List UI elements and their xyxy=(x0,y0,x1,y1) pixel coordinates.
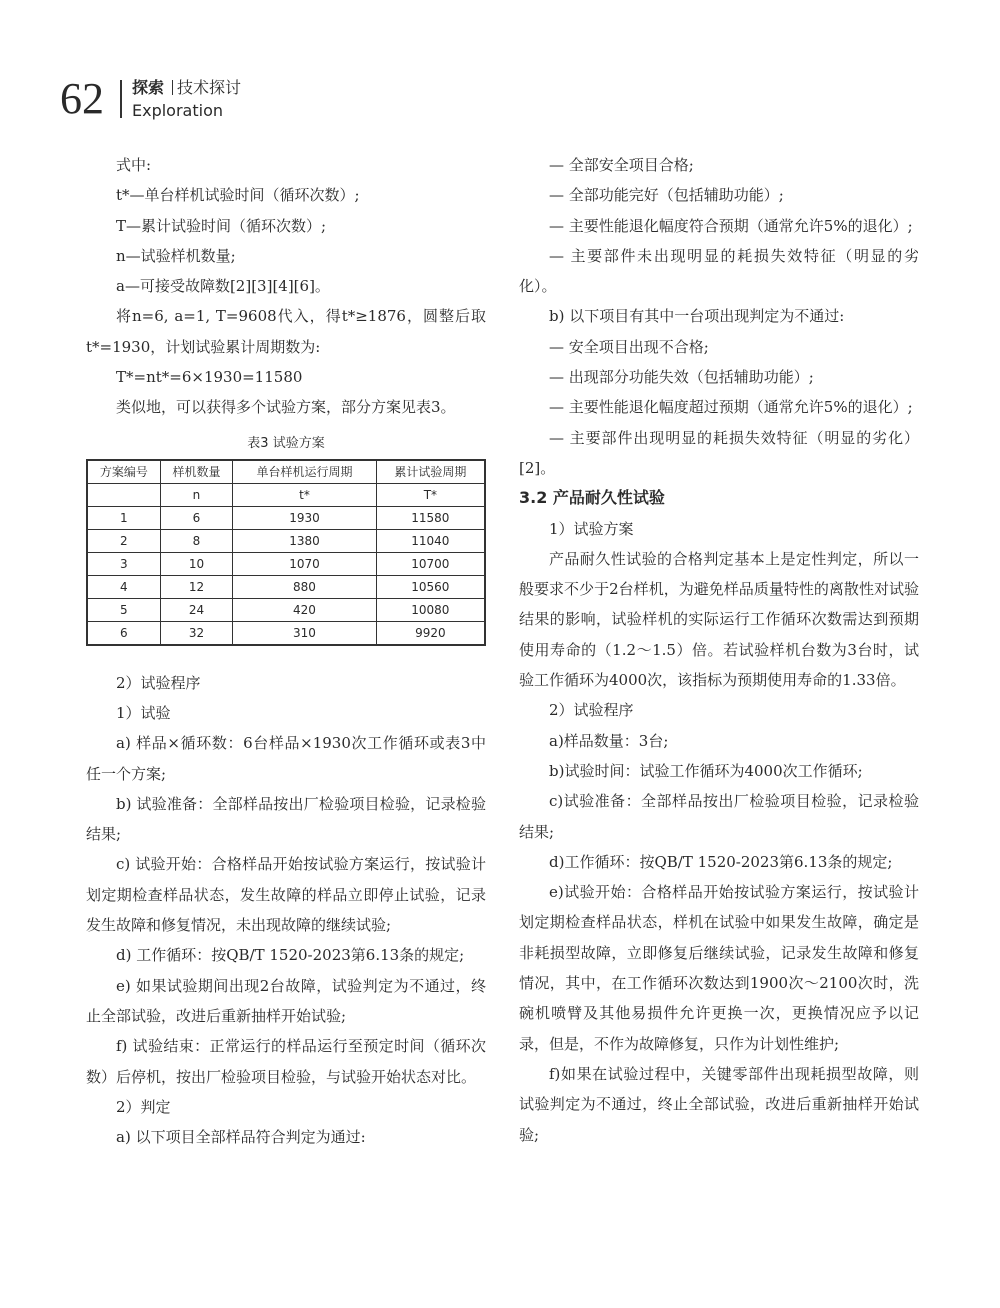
page-number: 62 xyxy=(60,74,104,123)
table-subheader-row xyxy=(87,483,485,506)
table-cell: 10080 xyxy=(376,598,485,621)
table-cell: 8 xyxy=(160,529,233,552)
table-cell: 1930 xyxy=(233,506,377,529)
table-cell: 2 xyxy=(87,529,160,552)
section-english: Exploration xyxy=(132,101,223,120)
subheader-cell: T* xyxy=(376,483,485,506)
paragraph: 2）试验程序 xyxy=(116,673,201,692)
paragraph: d) 工作循环：按QB/T 1520-2023第6.13条的规定; xyxy=(116,946,465,965)
left-column xyxy=(86,150,486,1152)
paragraph: — 主要部件未出现明显的耗损失效特征（明显的劣化）。 xyxy=(519,246,919,296)
table-row xyxy=(87,529,485,552)
paragraph: f) 试验结束：正常运行的样品运行至预定时间（循环次数）后停机，按出厂检验项目检验，与试验开始状态对比。 xyxy=(86,1037,486,1086)
table-cell: 1 xyxy=(87,506,160,529)
header-cell: 方案编号 xyxy=(87,460,160,484)
paragraph: 2）试验程序 xyxy=(549,701,634,720)
table-row xyxy=(87,598,485,621)
paragraph: 产品耐久性试验的合格判定基本上是定性判定，所以一般要求不少于2台样机，为避免样品质量特性的离散性对试验结果的影响，试验样机的实际运行工作循环次数需达到预期使用寿命的（1.2～1.5）倍。若试验样机台数为3台时，试验工作循环为4000次，该指标为预期使用寿命的1.33倍。 xyxy=(519,549,919,690)
table-cell: 24 xyxy=(160,598,233,621)
paragraph: e) 如果试验期间出现2台故障，试验判定为不通过，终止全部试验，改进后重新抽样开始试验; xyxy=(86,976,486,1025)
subheader-cell: n xyxy=(160,483,233,506)
paragraph: — 安全项目出现不合格; xyxy=(549,337,709,356)
table-cell: 6 xyxy=(87,621,160,645)
test-plan-table xyxy=(86,459,486,646)
table-row xyxy=(87,552,485,575)
table-cell: 4 xyxy=(87,575,160,598)
paragraph: e)试验开始：合格样品开始按试验方案运行，按试验计划定期检查样品状态，样机在试验中如果发生故障，确定是非耗损型故障，立即修复后继续试验，记录发生故障和修复情况，其中，在工作循环次数达到1900次～2100次时，洗碗机喷臂及其他易损件允许更换一次，更换情况应予以记录，但是，不作为故障修复，只作为计划性维护; xyxy=(519,883,919,1053)
subheader-cell xyxy=(87,483,160,506)
section-heading: 3.2 产品耐久性试验 xyxy=(519,488,665,508)
table-row xyxy=(87,506,485,529)
table-cell: 5 xyxy=(87,598,160,621)
table-cell: 310 xyxy=(233,621,377,645)
formula: T*=nt*=6×1930=11580 xyxy=(116,368,303,387)
paragraph: — 出现部分功能失效（包括辅助功能）; xyxy=(549,368,814,387)
paragraph: 1）试验 xyxy=(116,703,171,722)
paragraph: — 全部功能完好（包括辅助功能）; xyxy=(549,186,784,205)
paragraph: 将n=6, a=1, T=9608代入，得t*≥1876，圆整后取t*=1930，计划试验累计周期数为: xyxy=(86,307,486,356)
paragraph: b)试验时间：试验工作循环为4000次工作循环; xyxy=(549,761,863,780)
table-row xyxy=(87,575,485,598)
table-block xyxy=(86,433,486,646)
table-cell: 10700 xyxy=(376,552,485,575)
paragraph: — 主要性能退化幅度符合预期（通常允许5%的退化）; xyxy=(549,216,913,235)
paragraph: t*—单台样机试验时间（循环次数）; xyxy=(116,186,360,205)
paragraph: 类似地，可以获得多个试验方案，部分方案见表3。 xyxy=(116,398,456,417)
table-cell: 6 xyxy=(160,506,233,529)
table-cell: 1380 xyxy=(233,529,377,552)
section-separator xyxy=(172,80,173,95)
paragraph: — 主要性能退化幅度超过预期（通常允许5%的退化）; xyxy=(549,398,913,417)
paragraph: f)如果在试验过程中，关键零部件出现耗损型故障，则试验判定为不通过，终止全部试验，改进后重新抽样开始试验; xyxy=(519,1064,919,1144)
paragraph: d)工作循环：按QB/T 1520-2023第6.13条的规定; xyxy=(549,852,893,871)
paragraph: b) 以下项目有其中一台项出现判定为不通过: xyxy=(549,307,845,326)
paragraph: b) 试验准备：全部样品按出厂检验项目检验，记录检验结果; xyxy=(86,794,486,844)
paragraph: n—试验样机数量; xyxy=(116,246,236,265)
subheader-cell: t* xyxy=(233,483,377,506)
header-cell: 样机数量 xyxy=(160,460,233,484)
section-subtitle: 技术探讨 xyxy=(177,78,242,97)
table-cell: 880 xyxy=(233,575,377,598)
table-cell: 1070 xyxy=(233,552,377,575)
paragraph: a—可接受故障数[2][3][4][6]。 xyxy=(116,277,330,296)
table-cell: 11580 xyxy=(376,506,485,529)
paragraph: 1）试验方案 xyxy=(549,519,634,538)
paragraph: 2）判定 xyxy=(116,1097,171,1116)
table-header-row xyxy=(87,460,485,484)
table-cell: 10560 xyxy=(376,575,485,598)
table-caption: 表3 试验方案 xyxy=(247,435,325,451)
table-cell: 9920 xyxy=(376,621,485,645)
table-cell: 12 xyxy=(160,575,233,598)
paragraph: c)试验准备：全部样品按出厂检验项目检验，记录检验结果; xyxy=(519,792,919,841)
section-title xyxy=(132,78,241,98)
paragraph: a) 样品×循环数：6台样品×1930次工作循环或表3中任一个方案; xyxy=(86,734,486,783)
paragraph: — 主要部件出现明显的耗损失效特征（明显的劣化）[2]。 xyxy=(519,428,919,477)
paragraph: — 全部安全项目合格; xyxy=(549,156,694,174)
paragraph: a) 以下项目全部样品符合判定为通过: xyxy=(116,1128,366,1147)
paragraph: T—累计试验时间（循环次数）; xyxy=(116,216,327,235)
section-bold: 探索 xyxy=(132,78,165,97)
header-cell: 单台样机运行周期 xyxy=(233,460,377,484)
paragraph: 式中: xyxy=(116,156,152,174)
paragraph: c) 试验开始：合格样品开始按试验方案运行，按试验计划定期检查样品状态，发生故障的样品立即停止试验，记录发生故障和修复情况，未出现故障的继续试验; xyxy=(86,855,486,935)
right-column xyxy=(519,150,919,1150)
paragraph: a)样品数量：3台; xyxy=(549,731,669,750)
header-divider xyxy=(120,80,122,118)
table-cell: 10 xyxy=(160,552,233,575)
table-cell: 32 xyxy=(160,621,233,645)
table-cell: 420 xyxy=(233,598,377,621)
table-cell: 11040 xyxy=(376,529,485,552)
header-cell: 累计试验周期 xyxy=(376,460,485,484)
table-cell: 3 xyxy=(87,552,160,575)
table-row xyxy=(87,621,485,645)
